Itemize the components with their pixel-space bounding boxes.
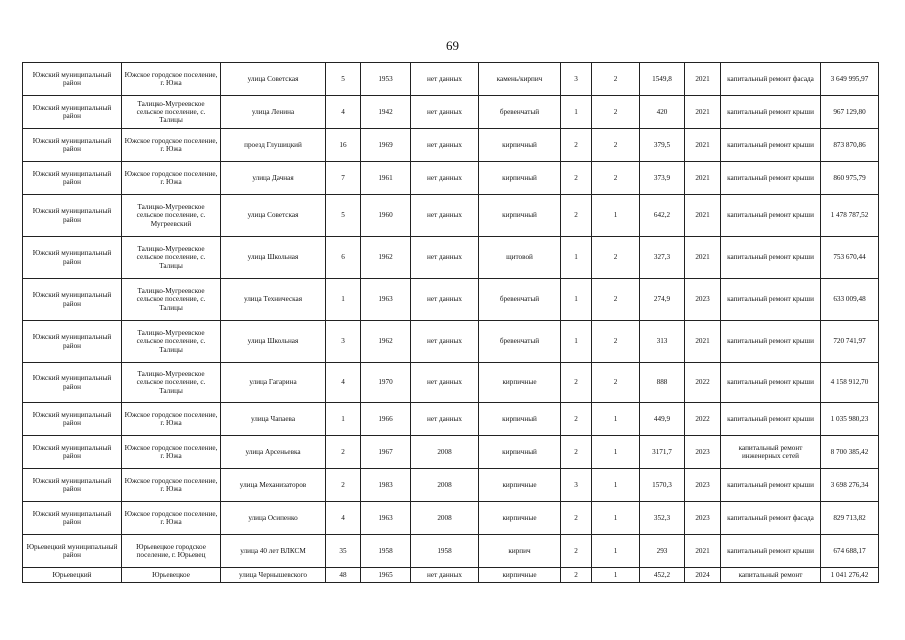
area-cell: 352,3 (640, 502, 685, 535)
district-cell: Южский муниципальный район (23, 279, 122, 321)
work-type-cell: капитальный ремонт крыши (721, 535, 821, 568)
planned-year-cell: 2021 (685, 129, 721, 162)
area-cell: 642,2 (640, 195, 685, 237)
floors-cell: 1 (561, 96, 592, 129)
house-number-cell: 4 (326, 96, 361, 129)
planned-year-cell: 2021 (685, 63, 721, 96)
settlement-cell: Южское городское поселение, г. Южа (122, 436, 221, 469)
street-cell: улица Ленина (221, 96, 326, 129)
house-number-cell: 1 (326, 403, 361, 436)
planned-year-cell: 2024 (685, 568, 721, 583)
work-type-cell: капитальный ремонт крыши (721, 96, 821, 129)
floors-cell: 2 (561, 363, 592, 403)
work-type-cell: капитальный ремонт крыши (721, 195, 821, 237)
settlement-cell: Южское городское поселение, г. Южа (122, 129, 221, 162)
planned-year-cell: 2021 (685, 535, 721, 568)
wall-material-cell: щитовой (479, 237, 561, 279)
house-number-cell: 1 (326, 279, 361, 321)
work-type-cell: капитальный ремонт крыши (721, 279, 821, 321)
floors-cell: 2 (561, 535, 592, 568)
planned-year-cell: 2021 (685, 162, 721, 195)
planned-year-cell: 2021 (685, 321, 721, 363)
year-built-cell: 1965 (361, 568, 411, 583)
wall-material-cell: кирпичные (479, 469, 561, 502)
wall-material-cell: кирпичный (479, 129, 561, 162)
settlement-cell: Талицко-Мугреевское сельское поселение, с. Талицы (122, 363, 221, 403)
table-row (23, 129, 879, 162)
entrances-cell: 1 (592, 469, 640, 502)
table-row (23, 568, 879, 583)
house-number-cell: 16 (326, 129, 361, 162)
entrances-cell: 2 (592, 237, 640, 279)
settlement-cell: Южское городское поселение, г. Южа (122, 469, 221, 502)
district-cell: Южский муниципальный район (23, 195, 122, 237)
cost-cell: 720 741,97 (821, 321, 879, 363)
district-cell: Южский муниципальный район (23, 469, 122, 502)
street-cell: улица Чернышевского (221, 568, 326, 583)
settlement-cell: Талицко-Мугреевское сельское поселение, с. Мугреевский (122, 195, 221, 237)
wall-material-cell: кирпичный (479, 436, 561, 469)
floors-cell: 1 (561, 237, 592, 279)
year-built-cell: 1983 (361, 469, 411, 502)
privatization-year-cell: 1958 (411, 535, 479, 568)
settlement-cell: Талицко-Мугреевское сельское поселение, с. Талицы (122, 237, 221, 279)
year-built-cell: 1958 (361, 535, 411, 568)
wall-material-cell: кирпичные (479, 363, 561, 403)
year-built-cell: 1953 (361, 63, 411, 96)
year-built-cell: 1962 (361, 237, 411, 279)
table-row (23, 279, 879, 321)
street-cell: улица Механизаторов (221, 469, 326, 502)
street-cell: улица Школьная (221, 237, 326, 279)
wall-material-cell: бревенчатый (479, 96, 561, 129)
street-cell: улица Гагарина (221, 363, 326, 403)
house-number-cell: 35 (326, 535, 361, 568)
privatization-year-cell: нет данных (411, 237, 479, 279)
entrances-cell: 2 (592, 96, 640, 129)
floors-cell: 1 (561, 321, 592, 363)
area-cell: 888 (640, 363, 685, 403)
house-number-cell: 3 (326, 321, 361, 363)
entrances-cell: 2 (592, 63, 640, 96)
area-cell: 293 (640, 535, 685, 568)
work-type-cell: капитальный ремонт (721, 568, 821, 583)
entrances-cell: 1 (592, 535, 640, 568)
settlement-cell: Южское городское поселение, г. Южа (122, 403, 221, 436)
district-cell: Южский муниципальный район (23, 321, 122, 363)
settlement-cell: Южское городское поселение, г. Южа (122, 63, 221, 96)
district-cell: Южский муниципальный район (23, 162, 122, 195)
year-built-cell: 1962 (361, 321, 411, 363)
planned-year-cell: 2023 (685, 502, 721, 535)
street-cell: проезд Глушицкий (221, 129, 326, 162)
house-number-cell: 2 (326, 469, 361, 502)
floors-cell: 2 (561, 162, 592, 195)
privatization-year-cell: нет данных (411, 363, 479, 403)
year-built-cell: 1966 (361, 403, 411, 436)
privatization-year-cell: 2008 (411, 502, 479, 535)
street-cell: улица Советская (221, 195, 326, 237)
work-type-cell: капитальный ремонт фасада (721, 63, 821, 96)
work-type-cell: капитальный ремонт фасада (721, 502, 821, 535)
year-built-cell: 1961 (361, 162, 411, 195)
page-number: 69 (446, 38, 459, 53)
street-cell: улица Советская (221, 63, 326, 96)
planned-year-cell: 2021 (685, 237, 721, 279)
planned-year-cell: 2021 (685, 96, 721, 129)
floors-cell: 2 (561, 403, 592, 436)
wall-material-cell: кирпич (479, 535, 561, 568)
privatization-year-cell: 2008 (411, 436, 479, 469)
planned-year-cell: 2022 (685, 403, 721, 436)
privatization-year-cell: нет данных (411, 129, 479, 162)
area-cell: 449,9 (640, 403, 685, 436)
street-cell: улица Школьная (221, 321, 326, 363)
settlement-cell: Юрьевецкое городское поселение, г. Юрьевец (122, 535, 221, 568)
planned-year-cell: 2023 (685, 279, 721, 321)
cost-cell: 1 035 980,23 (821, 403, 879, 436)
cost-cell: 3 649 995,97 (821, 63, 879, 96)
table-row (23, 535, 879, 568)
house-number-cell: 2 (326, 436, 361, 469)
area-cell: 3171,7 (640, 436, 685, 469)
cost-cell: 860 975,79 (821, 162, 879, 195)
wall-material-cell: бревенчатый (479, 279, 561, 321)
year-built-cell: 1942 (361, 96, 411, 129)
table-row (23, 96, 879, 129)
area-cell: 373,9 (640, 162, 685, 195)
area-cell: 1570,3 (640, 469, 685, 502)
cost-cell: 3 698 276,34 (821, 469, 879, 502)
table-row (23, 502, 879, 535)
floors-cell: 2 (561, 502, 592, 535)
year-built-cell: 1963 (361, 502, 411, 535)
privatization-year-cell: нет данных (411, 403, 479, 436)
cost-cell: 873 870,86 (821, 129, 879, 162)
district-cell: Южский муниципальный район (23, 237, 122, 279)
table-row (23, 363, 879, 403)
year-built-cell: 1967 (361, 436, 411, 469)
district-cell: Южский муниципальный район (23, 436, 122, 469)
table-row (23, 403, 879, 436)
district-cell: Южский муниципальный район (23, 502, 122, 535)
table-row (23, 436, 879, 469)
floors-cell: 3 (561, 63, 592, 96)
district-cell: Юрьевецкий (23, 568, 122, 583)
area-cell: 452,2 (640, 568, 685, 583)
cost-cell: 967 129,80 (821, 96, 879, 129)
planned-year-cell: 2023 (685, 436, 721, 469)
area-cell: 313 (640, 321, 685, 363)
year-built-cell: 1969 (361, 129, 411, 162)
entrances-cell: 2 (592, 162, 640, 195)
settlement-cell: Талицко-Мугреевское сельское поселение, с. Талицы (122, 321, 221, 363)
wall-material-cell: кирпичный (479, 403, 561, 436)
entrances-cell: 2 (592, 363, 640, 403)
street-cell: улица Чапаева (221, 403, 326, 436)
wall-material-cell: кирпичный (479, 162, 561, 195)
table-row (23, 63, 879, 96)
floors-cell: 2 (561, 436, 592, 469)
floors-cell: 1 (561, 279, 592, 321)
house-number-cell: 6 (326, 237, 361, 279)
work-type-cell: капитальный ремонт крыши (721, 129, 821, 162)
floors-cell: 2 (561, 129, 592, 162)
housing-repair-table (22, 62, 879, 583)
entrances-cell: 1 (592, 403, 640, 436)
area-cell: 420 (640, 96, 685, 129)
entrances-cell: 1 (592, 436, 640, 469)
settlement-cell: Талицко-Мугреевское сельское поселение, с. Талицы (122, 96, 221, 129)
planned-year-cell: 2021 (685, 195, 721, 237)
work-type-cell: капитальный ремонт крыши (721, 321, 821, 363)
district-cell: Южский муниципальный район (23, 63, 122, 96)
district-cell: Южский муниципальный район (23, 403, 122, 436)
house-number-cell: 4 (326, 363, 361, 403)
house-number-cell: 48 (326, 568, 361, 583)
district-cell: Южский муниципальный район (23, 363, 122, 403)
privatization-year-cell: нет данных (411, 321, 479, 363)
wall-material-cell: кирпичный (479, 195, 561, 237)
floors-cell: 2 (561, 195, 592, 237)
district-cell: Юрьевецкий муниципальный район (23, 535, 122, 568)
cost-cell: 1 478 787,52 (821, 195, 879, 237)
privatization-year-cell: нет данных (411, 96, 479, 129)
work-type-cell: капитальный ремонт крыши (721, 403, 821, 436)
entrances-cell: 1 (592, 568, 640, 583)
district-cell: Южский муниципальный район (23, 129, 122, 162)
privatization-year-cell: 2008 (411, 469, 479, 502)
wall-material-cell: кирпичные (479, 568, 561, 583)
privatization-year-cell: нет данных (411, 63, 479, 96)
cost-cell: 753 670,44 (821, 237, 879, 279)
district-cell: Южский муниципальный район (23, 96, 122, 129)
work-type-cell: капитальный ремонт крыши (721, 469, 821, 502)
floors-cell: 3 (561, 469, 592, 502)
street-cell: улица Осипенко (221, 502, 326, 535)
planned-year-cell: 2023 (685, 469, 721, 502)
house-number-cell: 7 (326, 162, 361, 195)
entrances-cell: 1 (592, 502, 640, 535)
street-cell: улица Арсеньевка (221, 436, 326, 469)
house-number-cell: 5 (326, 195, 361, 237)
settlement-cell: Юрьевецкое (122, 568, 221, 583)
work-type-cell: капитальный ремонт крыши (721, 363, 821, 403)
privatization-year-cell: нет данных (411, 162, 479, 195)
table-row (23, 321, 879, 363)
privatization-year-cell: нет данных (411, 568, 479, 583)
table-row (23, 469, 879, 502)
area-cell: 274,9 (640, 279, 685, 321)
settlement-cell: Южское городское поселение, г. Южа (122, 162, 221, 195)
year-built-cell: 1970 (361, 363, 411, 403)
table-row (23, 237, 879, 279)
house-number-cell: 5 (326, 63, 361, 96)
house-number-cell: 4 (326, 502, 361, 535)
year-built-cell: 1960 (361, 195, 411, 237)
wall-material-cell: бревенчатый (479, 321, 561, 363)
entrances-cell: 2 (592, 321, 640, 363)
settlement-cell: Южское городское поселение, г. Южа (122, 502, 221, 535)
street-cell: улица Дачная (221, 162, 326, 195)
work-type-cell: капитальный ремонт крыши (721, 162, 821, 195)
street-cell: улица 40 лет ВЛКСМ (221, 535, 326, 568)
street-cell: улица Техническая (221, 279, 326, 321)
table-row (23, 162, 879, 195)
table-row (23, 195, 879, 237)
cost-cell: 829 713,82 (821, 502, 879, 535)
wall-material-cell: кирпичные (479, 502, 561, 535)
cost-cell: 674 688,17 (821, 535, 879, 568)
entrances-cell: 1 (592, 195, 640, 237)
table-body (23, 63, 879, 583)
entrances-cell: 2 (592, 279, 640, 321)
cost-cell: 8 700 385,42 (821, 436, 879, 469)
privatization-year-cell: нет данных (411, 195, 479, 237)
cost-cell: 4 158 912,70 (821, 363, 879, 403)
area-cell: 327,3 (640, 237, 685, 279)
settlement-cell: Талицко-Мугреевское сельское поселение, с. Талицы (122, 279, 221, 321)
year-built-cell: 1963 (361, 279, 411, 321)
wall-material-cell: камень/кирпич (479, 63, 561, 96)
floors-cell: 2 (561, 568, 592, 583)
cost-cell: 633 009,48 (821, 279, 879, 321)
work-type-cell: капитальный ремонт инженерных сетей (721, 436, 821, 469)
cost-cell: 1 041 276,42 (821, 568, 879, 583)
area-cell: 1549,8 (640, 63, 685, 96)
entrances-cell: 2 (592, 129, 640, 162)
work-type-cell: капитальный ремонт крыши (721, 237, 821, 279)
privatization-year-cell: нет данных (411, 279, 479, 321)
area-cell: 379,5 (640, 129, 685, 162)
planned-year-cell: 2022 (685, 363, 721, 403)
